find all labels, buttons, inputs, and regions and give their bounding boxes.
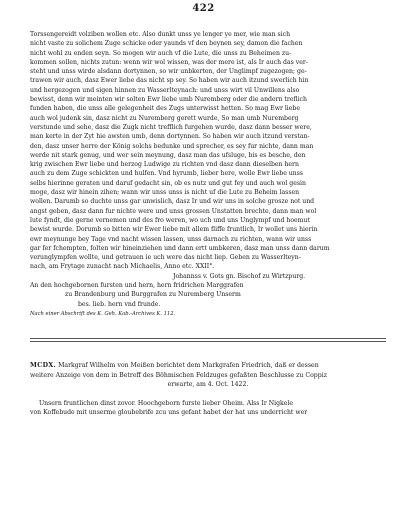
body-line: man kerte in der Zyt hie awsten umb, denn dortynnen. So haben wir auch itzund verstan- xyxy=(30,133,310,141)
body-line: gar fer fchempten, folten wir hineinziehen und dann ertt umbkeren, dasz man unss dann darum xyxy=(30,244,330,252)
address-line: An den hochgebornen fursten und hern, hern fridrichen Marggrafen xyxy=(30,282,244,290)
source-note: Nach einer Abschrift des K. Geh. Kab.-Archives K. 112. xyxy=(30,310,176,317)
section-divider xyxy=(30,341,386,342)
section-divider xyxy=(30,338,386,339)
body-line: auch zu dem Zuge schickten und hulfen. Vnd hyrumb, lieber here, wolle Ewr liebe unss xyxy=(30,170,303,178)
document-header-line: weitere Anzeige von dem in Betreff des Böhmischen Feldzuges gefaßten Beschlusse zu Coppiz xyxy=(30,371,327,379)
address-block xyxy=(30,281,386,309)
excerpt-line: von Koffebude mit unserme gloubebrife zcu uns gefant habet der hat uns underricht wer xyxy=(30,408,308,416)
body-line: kommen sollen, nichts zutun: wenn wir wol wissen, was der mere ist, als Ir auch das ver- xyxy=(30,58,308,66)
body-line: krig zwischen Ewr liebe und herzog Ludwige zu richten vnd dasz dann dieselben hern xyxy=(30,161,299,169)
body-line: verstunde und sehe, dasz die Zugk nicht trefflich furgehen wurde, dasz dann besser were, xyxy=(30,123,312,131)
body-line: Torssengereidt volziben wollen etc. Also dunkt unss ye lenger ye mer, wie man sich xyxy=(30,31,291,38)
body-line: ewr meynunge bey Tage vnd nacht wissen lassen, unss darnach zu richten, wann wir unss xyxy=(30,235,312,243)
body-line: verunglympfen wollte, und getrauen ie uch were das nicht liep. Geben zu Wasserlteyn- xyxy=(30,254,301,262)
body-line: moge, dasz wir hinein zihen; wann wir unss unss is nicht uf die Lute zu Beheim lassen xyxy=(30,189,300,197)
document-header-date: erwarte, am 4. Oct. 1422. xyxy=(167,381,249,389)
document-excerpt xyxy=(30,399,386,418)
body-line: bewisst, denn wir meinten wir solten Ewr liebe umb Nuremberg oder die andern treflich xyxy=(30,96,307,104)
body-line: trawen wir auch, dasz Ewer liebe das nicht sp sey. So haben wir auch itzund swerlich hin xyxy=(30,77,309,85)
document-header xyxy=(30,361,386,390)
body-line: lute fyndt, die gerne vernemen und des fro weren, wo uch und uns Unglympf und hoemut xyxy=(30,216,310,224)
document-number: MCDX. xyxy=(30,361,57,369)
body-line: selbs hierinne geraten und daruf gedacht sin, ob es nutz und gut fey und auch wol gesin xyxy=(30,179,306,187)
page-number: 422 xyxy=(192,3,215,14)
body-line: auch wol judenk sin, dasz nicht zu Nuremberg gerett wurde, So man umb Nuremberg xyxy=(30,114,299,122)
body-line: wollen. Darumb so duchte unss gar unwislich, dasz Ir und wir uns in solche grosze not und xyxy=(30,198,315,206)
body-line: funden haben, die unss alle gelegenheit des Zugs unterwisst hetten. So mag Ewr liebe xyxy=(30,105,300,113)
document-header-line: Markgraf Wilhelm von Meißen berichtet dem Markgrafen Friedrich, daß er dessen xyxy=(58,361,319,369)
body-line: nicht wohl zu enden seyn. So mogen wir auch vf die Lute, die unss zu Beheimen zu- xyxy=(30,49,292,57)
body-line: steht und unss wirde alsdann dortynnen, so wir unbkerten, der Unglimpf zugezogen; ge- xyxy=(30,68,307,76)
excerpt-line: Unsern fruntlichen dinst zovor. Hoochgeborn furste lieber Oheim. Alss Ir Nigkele xyxy=(39,399,293,407)
body-line: bewist wurde. Dorumb so bitten wir Ewer liebe mit allem fliffe fruntlich, Ir wollet uns hierin xyxy=(30,226,318,234)
body-line: den, dasz unser herre der König solchs bedunke und sprecher, es sey fur nichte, dann man xyxy=(30,142,314,150)
signature-line: Johannss v. Gots gn. Bischof zu Wirtzpurg. xyxy=(173,272,306,280)
body-line: und hergezogen und sigen hinnen zu Wasserlteynach: und unss wirt vil Unwillens also xyxy=(30,86,300,94)
address-line: zu Brandenburg und Burggrafen zu Nuremberg Unserm xyxy=(65,291,241,299)
address-line: bes. lieb. hern vnd frunde. xyxy=(78,300,161,308)
body-line: nach, am Frytage zunacht nach Michaelis, Anno etc. XXII°. xyxy=(30,263,215,271)
body-line: werde nit stark genug, und wer sein meynung, dasz man das ufsluge, bis es besche, den xyxy=(30,151,306,159)
body-line: nicht vaste zu solichem Zuge schicke oder yaunds vf den beynen sey, damon die fachen xyxy=(30,40,303,48)
body-line: angst geben, dasz dann fur nichte were und unss grossen Unstatten brechte, dann man wol xyxy=(30,207,317,215)
letter-body xyxy=(30,30,386,272)
